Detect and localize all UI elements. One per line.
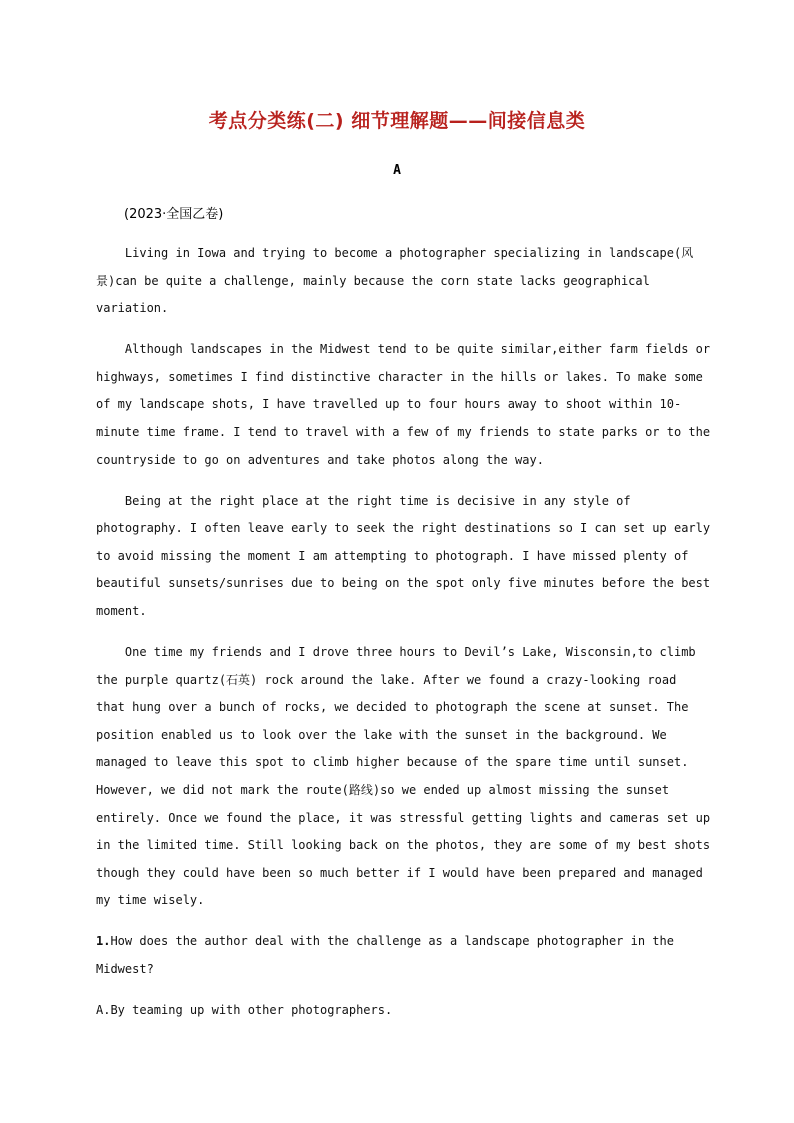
paragraph-2-line-2: highways, sometimes I find distinctive character in the hills or lakes. To make some	[96, 370, 703, 384]
paragraph-1-line-1: Living in Iowa and trying to become a photographer specializing in landscape(风	[96, 246, 694, 260]
paragraph-2-line-4: minute time frame. I tend to travel with a few of my friends to state parks or to the	[96, 425, 711, 439]
paragraph-1-line-2: 景)can be quite a challenge, mainly because the corn state lacks geographical	[96, 274, 650, 288]
paragraph-2-line-5: countryside to go on adventures and take photos along the way.	[96, 453, 544, 467]
question-1-line-2: Midwest?	[96, 962, 154, 976]
paragraph-2-line-3: of my landscape shots, I have travelled up to four hours away to shoot within 10-	[96, 397, 682, 411]
paragraph-4-line-9: though they could have been so much better if I would have been prepared and managed	[96, 866, 703, 880]
paragraph-4-line-5: managed to leave this spot to climb higher because of the spare time until sunset.	[96, 755, 689, 769]
question-1-option-a: A.By teaming up with other photographers.	[96, 1003, 393, 1017]
paragraph-4-line-4: position enabled us to look over the lake with the sunset in the background. We	[96, 728, 667, 742]
paragraph-3-line-3: to avoid missing the moment I am attempting to photograph. I have missed plenty of	[96, 549, 689, 563]
paragraph-4-line-7: entirely. Once we found the place, it was stressful getting lights and cameras set up	[96, 811, 711, 825]
page-title: 考点分类练(二) 细节理解题——间接信息类	[208, 110, 586, 132]
paragraph-3-line-5: moment.	[96, 604, 147, 618]
paragraph-4-line-10: my time wisely.	[96, 893, 205, 907]
exam-source: (2023·全国乙卷)	[124, 207, 224, 222]
paragraph-3-line-4: beautiful sunsets/sunrises due to being on the spot only five minutes before the best	[96, 576, 711, 590]
paragraph-2-line-1: Although landscapes in the Midwest tend to be quite similar,either farm fields or	[96, 342, 711, 356]
question-text: How does the author deal with the challenge as a landscape photographer in the	[110, 934, 674, 948]
paragraph-4-line-2: the purple quartz(石英) rock around the lake. After we found a crazy-looking road	[96, 673, 677, 687]
paragraph-3-line-2: photography. I often leave early to seek the right destinations so I can set up early	[96, 521, 711, 535]
paragraph-4-line-1: One time my friends and I drove three hours to Devil’s Lake, Wisconsin,to climb	[96, 645, 696, 659]
question-number: 1.	[96, 934, 111, 948]
section-letter: A	[393, 163, 401, 178]
paragraph-4-line-3: that hung over a bunch of rocks, we decided to photograph the scene at sunset. The	[96, 700, 689, 714]
paragraph-4-line-8: in the limited time. Still looking back on the photos, they are some of my best shots	[96, 838, 711, 852]
paragraph-3-line-1: Being at the right place at the right time is decisive in any style of	[96, 494, 631, 508]
paragraph-1-line-3: variation.	[96, 301, 169, 315]
question-1-line-1	[96, 928, 696, 956]
paragraph-4-line-6: However, we did not mark the route(路线)so we ended up almost missing the sunset	[96, 783, 670, 797]
